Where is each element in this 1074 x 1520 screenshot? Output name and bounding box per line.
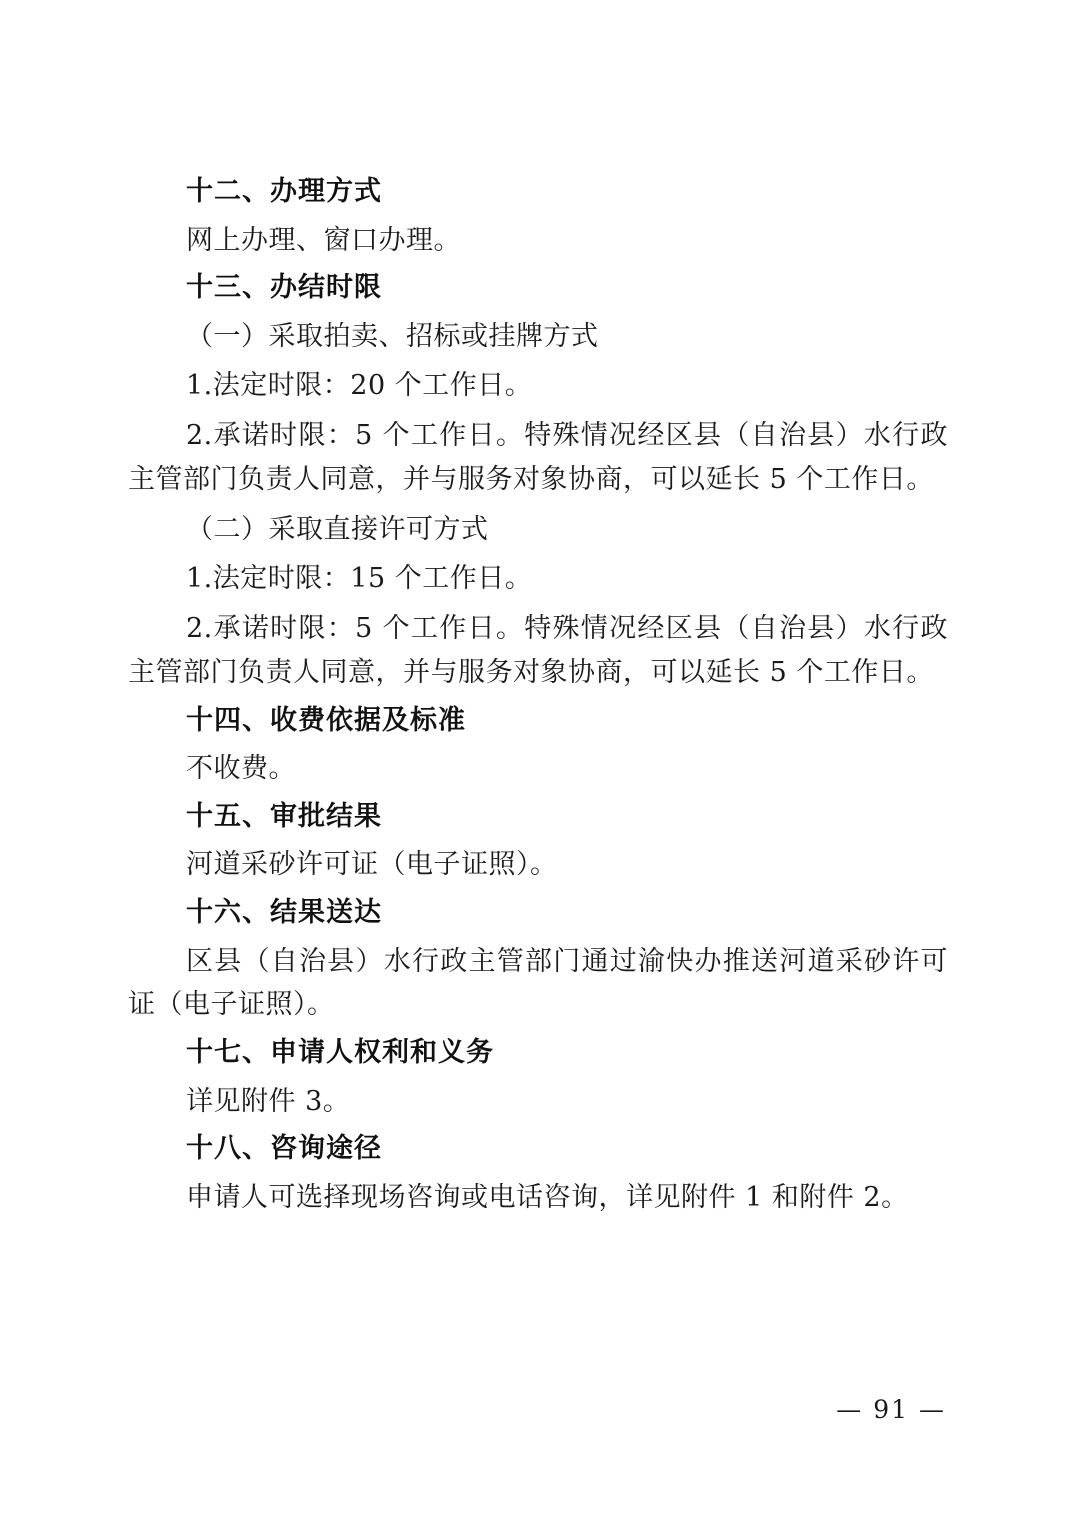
section-paragraph: 区县（自治县）水行政主管部门通过渝快办推送河道采砂许可证（电子证照）。: [128, 945, 948, 1021]
section-paragraph: 2.承诺时限：5 个工作日。特殊情况经区县（自治县）水行政主管部门负责人同意，并与服务对象协商，可以延长 5 个工作日。: [128, 420, 948, 495]
section-heading: 十七、申请人权利和义务: [186, 1037, 494, 1069]
section-paragraph: 河道采砂许可证（电子证照）。: [186, 849, 558, 881]
section-heading: 十二、办理方式: [186, 176, 382, 207]
section-paragraph: 申请人可选择现场咨询或电话咨询，详见附件 1 和附件 2。: [186, 1181, 909, 1213]
section-heading: 十五、审批结果: [186, 800, 382, 832]
section-办理方式: [128, 172, 948, 262]
section-heading: 十六、结果送达: [186, 897, 382, 929]
section-咨询途径: [128, 1129, 948, 1219]
section-办结时限: [128, 268, 948, 694]
section-收费依据及标准: [128, 701, 948, 791]
section-paragraph: 不收费。: [186, 753, 296, 785]
section-paragraph: 详见附件 3。: [186, 1085, 351, 1117]
section-审批结果: [128, 797, 948, 887]
page-number: — 91 —: [836, 1395, 946, 1424]
document-body: [128, 172, 948, 1226]
section-paragraph: 2.承诺时限：5 个工作日。特殊情况经区县（自治县）水行政主管部门负责人同意，并与服务对象协商，可以延长 5 个工作日。: [128, 613, 948, 688]
section-paragraph: （一）采取拍卖、招标或挂牌方式: [186, 320, 599, 352]
section-结果送达: [128, 893, 948, 1027]
section-申请人权利和义务: [128, 1033, 948, 1123]
section-heading: 十三、办结时限: [186, 272, 382, 304]
section-heading: 十四、收费依据及标准: [186, 704, 466, 736]
section-paragraph: 1.法定时限：15 个工作日。: [186, 563, 533, 595]
section-paragraph: （二）采取直接许可方式: [186, 513, 489, 545]
section-heading: 十八、咨询途径: [186, 1133, 382, 1165]
section-paragraph: 1.法定时限：20 个工作日。: [186, 370, 533, 402]
section-paragraph: 网上办理、窗口办理。: [186, 224, 461, 256]
